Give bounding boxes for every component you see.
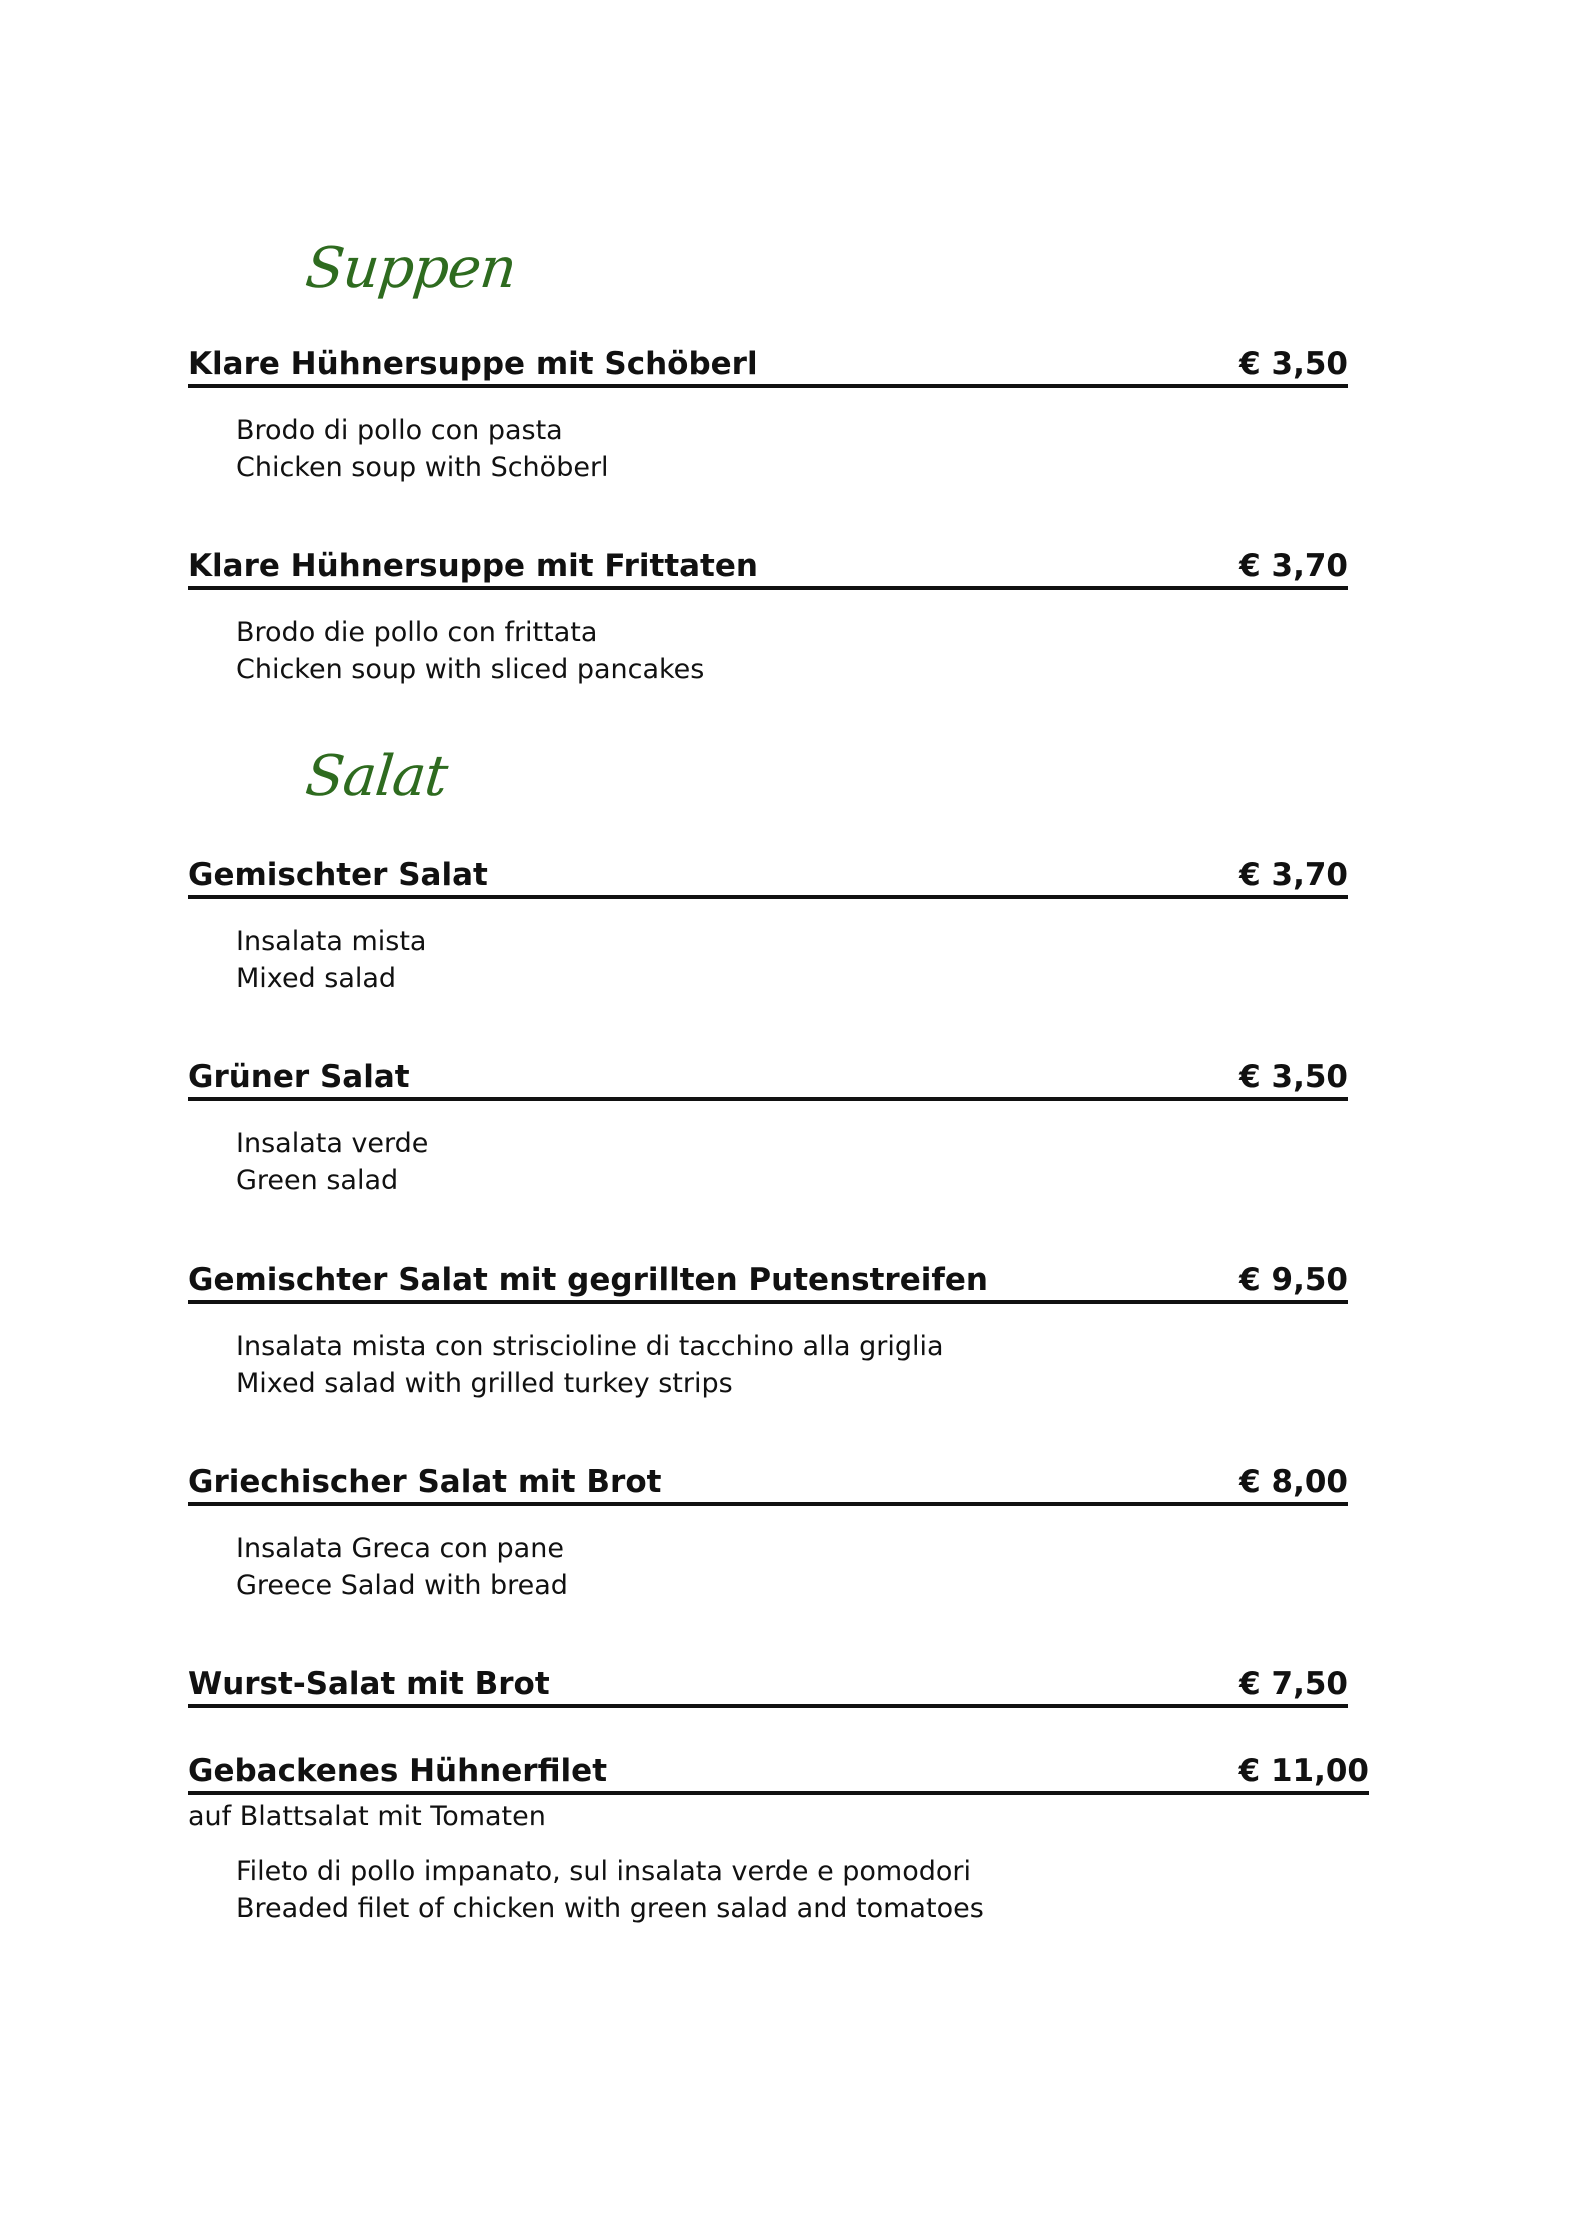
menu-item-header [188,1458,1348,1506]
item-translations [236,614,1348,688]
item-name: Wurst-Salat mit Brot [188,1666,550,1702]
item-price: € 8,00 [1239,1464,1348,1500]
translation-italian: Fileto di pollo impanato, sul insalata verde e pomodori [236,1856,971,1887]
translation-english: Chicken soup with Schöberl [236,452,609,483]
item-name: Grüner Salat [188,1059,410,1095]
item-price: € 3,70 [1239,857,1348,893]
translation-english: Green salad [236,1165,399,1196]
item-price: € 9,50 [1239,1262,1348,1298]
item-translations [236,923,1348,997]
translation-english: Breaded filet of chicken with green salad and tomatoes [236,1893,984,1924]
menu-item [188,1053,1348,1199]
item-translations [236,1328,1348,1402]
translation-italian: Insalata mista [236,926,427,957]
item-price: € 3,50 [1239,1059,1348,1095]
menu-item-header [188,1747,1369,1795]
translation-italian: Brodo die pollo con frittata [236,617,598,648]
menu-item-header [188,542,1348,590]
translation-english: Chicken soup with sliced pancakes [236,654,705,685]
menu-item [188,1458,1348,1604]
menu-item-header [188,1660,1348,1708]
item-name: Gemischter Salat mit gegrillten Putenstreifen [188,1262,988,1298]
menu-item-header [188,340,1348,388]
translation-italian: Insalata mista con striscioline di tacchino alla griglia [236,1331,944,1362]
item-name: Klare Hühnersuppe mit Schöberl [188,346,758,382]
item-name: Gebackenes Hühnerfilet [188,1753,608,1789]
item-translations [236,1125,1348,1199]
translation-italian: Insalata Greca con pane [236,1533,564,1564]
translation-english: Greece Salad with bread [236,1570,568,1601]
item-translations [236,412,1348,486]
item-price: € 3,70 [1239,548,1348,584]
section-title-salat: Salat [302,744,450,809]
menu-item-header [188,1053,1348,1101]
translation-english: Mixed salad [236,963,397,994]
menu-item [188,1747,1369,1927]
menu-item-header [188,851,1348,899]
menu-item [188,1256,1348,1402]
item-price: € 7,50 [1239,1666,1348,1702]
translation-italian: Insalata verde [236,1128,429,1159]
item-translations [236,1530,1348,1604]
menu-item [188,542,1348,688]
section-title-suppen: Suppen [302,236,519,301]
item-name: Griechischer Salat mit Brot [188,1464,662,1500]
item-subtitle: auf Blattsalat mit Tomaten [188,1801,546,1832]
item-price: € 11,00 [1238,1753,1369,1789]
item-price: € 3,50 [1239,346,1348,382]
item-name: Gemischter Salat [188,857,488,893]
menu-item [188,340,1348,486]
translation-italian: Brodo di pollo con pasta [236,415,563,446]
item-translations [236,1853,1369,1927]
item-name: Klare Hühnersuppe mit Frittaten [188,548,758,584]
menu-item [188,851,1348,997]
translation-english: Mixed salad with grilled turkey strips [236,1368,733,1399]
menu-item-header [188,1256,1348,1304]
menu-item [188,1660,1348,1708]
